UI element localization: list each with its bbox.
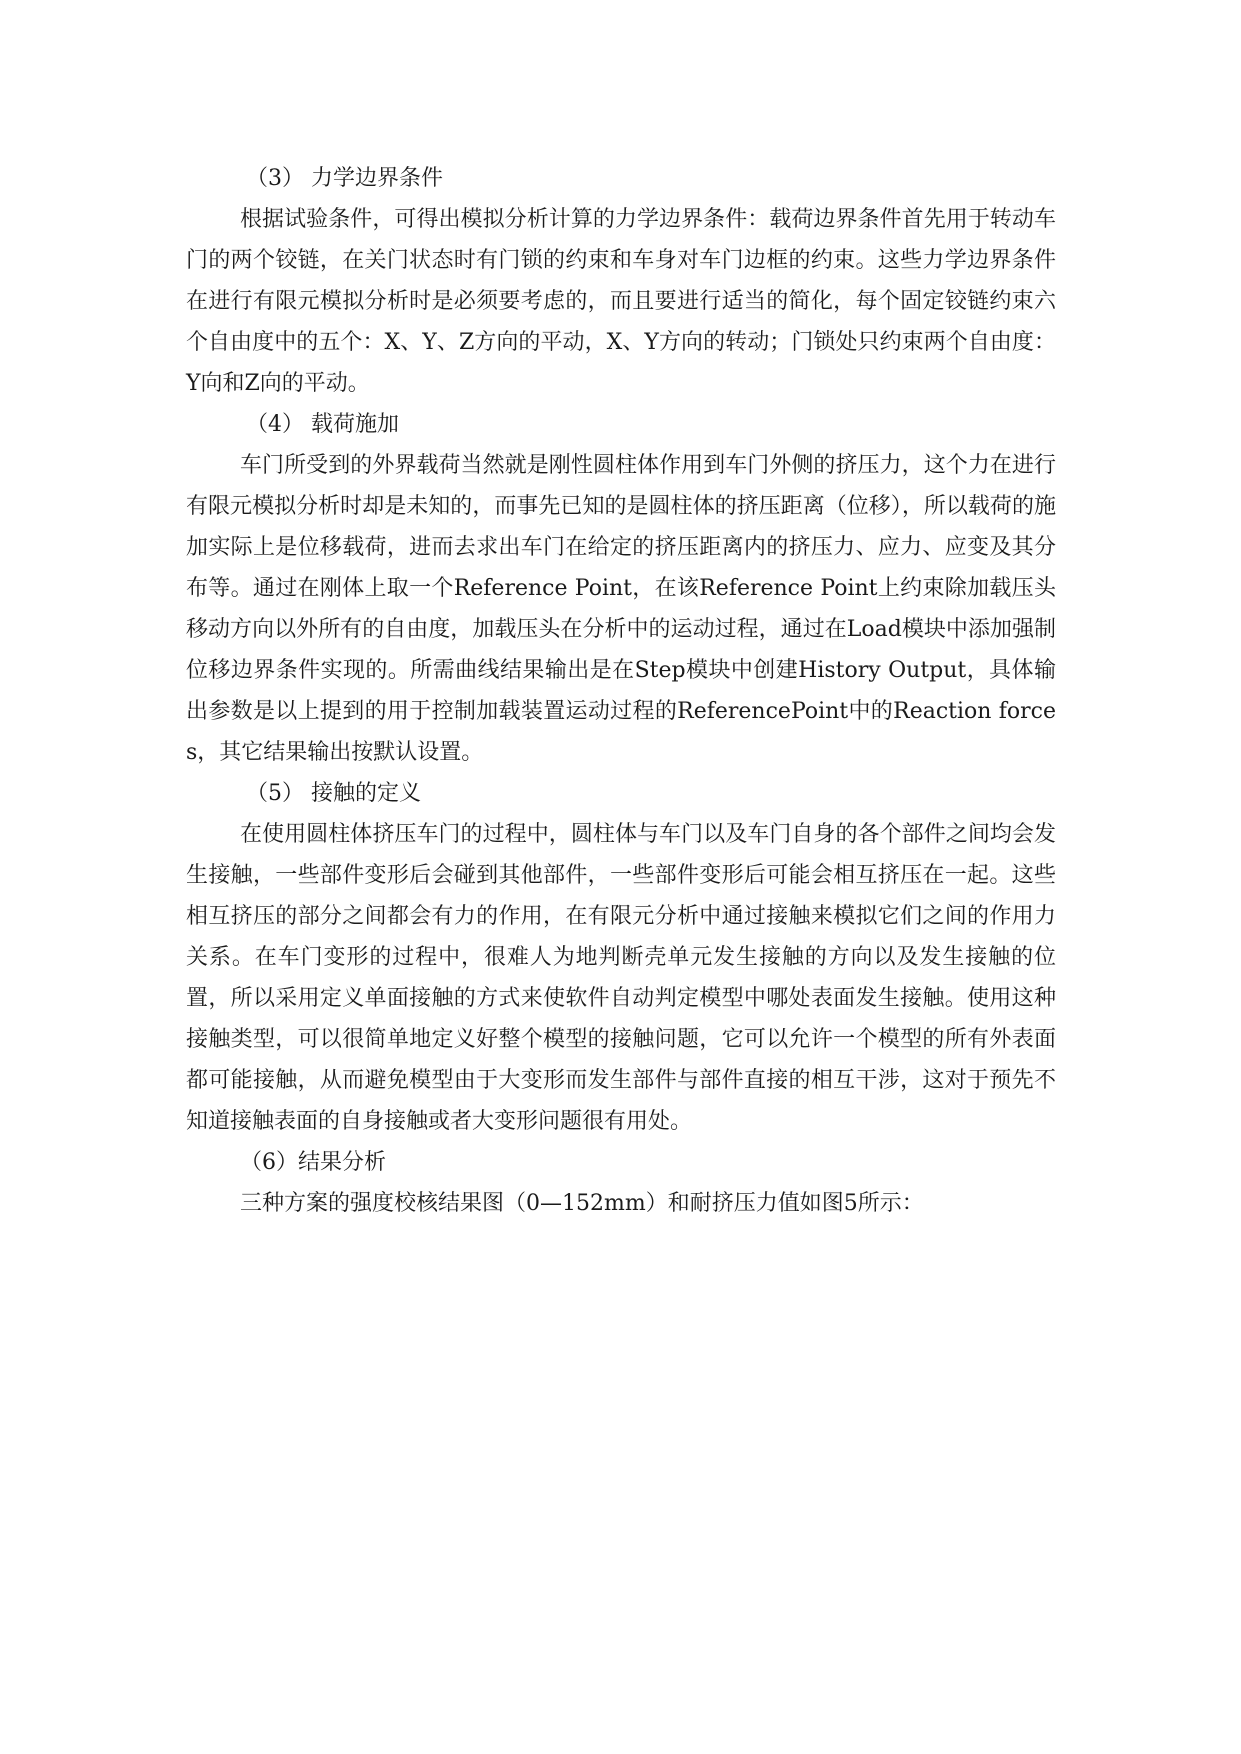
document-page <box>186 158 1056 1224</box>
section-heading-4: （4） 载荷施加 <box>246 412 399 437</box>
section-heading-6: （6）结果分析 <box>240 1150 386 1175</box>
section-heading-5: （5） 接触的定义 <box>246 781 421 806</box>
section-heading-3: （3） 力学边界条件 <box>246 166 443 191</box>
section-paragraph-6: 三种方案的强度校核结果图（0—152mm）和耐挤压力值如图5所示： <box>240 1191 924 1216</box>
section-paragraph-3: 根据试验条件，可得出模拟分析计算的力学边界条件：载荷边界条件首先用于转动车门的两个铰链，在关门状态时有门锁的约束和车身对车门边框的约束。这些力学边界条件在进行有限元模拟分析时是必须要考虑的，而且要进行适当的简化，每个固定铰链约束六个自由度中的五个：X、Y、Z方向的平动，X、Y方向的转动；门锁处只约束两个自由度：Y向和Z向的平动。 <box>186 207 1056 396</box>
section-paragraph-5: 在使用圆柱体挤压车门的过程中，圆柱体与车门以及车门自身的各个部件之间均会发生接触，一些部件变形后会碰到其他部件，一些部件变形后可能会相互挤压在一起。这些相互挤压的部分之间都会有力的作用，在有限元分析中通过接触来模拟它们之间的作用力关系。在车门变形的过程中，很难人为地判断壳单元发生接触的方向以及发生接触的位置，所以采用定义单面接触的方式来使软件自动判定模型中哪处表面发生接触。使用这种接触类型，可以很简单地定义好整个模型的接触问题，它可以允许一个模型的所有外表面都可能接触，从而避免模型由于大变形而发生部件与部件直接的相互干涉，这对于预先不知道接触表面的自身接触或者大变形问题很有用处。 <box>186 822 1056 1134</box>
section-paragraph-4: 车门所受到的外界载荷当然就是刚性圆柱体作用到车门外侧的挤压力，这个力在进行有限元模拟分析时却是未知的，而事先已知的是圆柱体的挤压距离（位移），所以载荷的施加实际上是位移载荷，进而去求出车门在给定的挤压距离内的挤压力、应力、应变及其分布等。通过在刚体上取一个Reference Point，在该Reference Point上约束除加载压头移动方向以外所有的自由度，加载压头在分析中的运动过程，通过在Load模块中添加强制位移边界条件实现的。所需曲线结果输出是在Step模块中创建History Output，具体输出参数是以上提到的用于控制加载装置运动过程的ReferencePoint中的Reaction forces，其它结果输出按默认设置。 <box>186 453 1056 765</box>
